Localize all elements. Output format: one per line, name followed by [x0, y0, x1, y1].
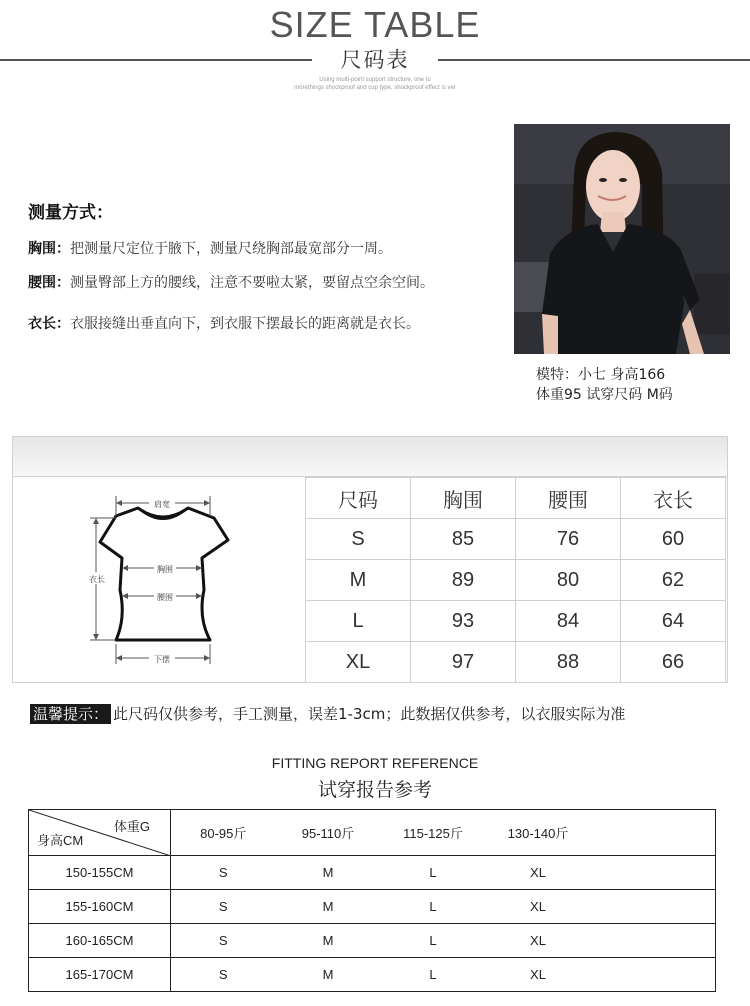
- fitting-corner-cell: [29, 810, 171, 856]
- measure-item-waist: [28, 272, 434, 292]
- tip-badge: 温馨提示：: [30, 704, 111, 724]
- fit-size-cell: M: [276, 890, 381, 924]
- fitting-spacer-cell: [591, 890, 716, 924]
- measure-term: 腰围：: [28, 275, 70, 291]
- fit-size-cell: L: [381, 924, 486, 958]
- fit-size-cell: S: [171, 924, 276, 958]
- garment-diagram: [78, 478, 248, 678]
- fit-size-cell: S: [171, 856, 276, 890]
- waist-cell: 88: [516, 642, 621, 683]
- model-caption-line2: 体重95 试穿尺码 M码: [536, 387, 673, 403]
- size-table: [305, 477, 726, 683]
- header-note: [0, 76, 750, 92]
- table-row: [306, 519, 726, 560]
- table-row: [29, 958, 716, 992]
- fit-size-cell: XL: [486, 890, 591, 924]
- table-row: [306, 560, 726, 601]
- table-row: [29, 924, 716, 958]
- table-row: [29, 890, 716, 924]
- height-axis-label: 身高CM: [37, 833, 84, 848]
- page-title: SIZE TABLE: [269, 4, 481, 45]
- fit-size-cell: XL: [486, 958, 591, 992]
- fitting-spacer-cell: [591, 856, 716, 890]
- length-cell: 62: [621, 560, 726, 601]
- length-cell: 64: [621, 601, 726, 642]
- waist-cell: 80: [516, 560, 621, 601]
- fit-size-cell: S: [171, 958, 276, 992]
- size-table-header-row: [306, 478, 726, 519]
- fit-size-cell: S: [171, 890, 276, 924]
- model-photo: [514, 124, 730, 354]
- fit-size-cell: L: [381, 958, 486, 992]
- label-hem: 下摆: [154, 655, 170, 664]
- measure-item-chest: [28, 238, 392, 258]
- height-cell: 150-155CM: [29, 856, 171, 890]
- fitting-spacer-cell: [591, 958, 716, 992]
- weight-column-header: 95-110斤: [276, 810, 381, 856]
- label-shoulder: 肩宽: [154, 500, 170, 509]
- length-cell: 66: [621, 642, 726, 683]
- size-cell: XL: [306, 642, 411, 683]
- size-header-cell: 尺码: [306, 478, 411, 519]
- table-row: [306, 642, 726, 683]
- measure-item-length: [28, 313, 420, 333]
- label-waist: 腰围: [157, 593, 173, 602]
- size-tip: [30, 703, 625, 724]
- measure-text: 测量臀部上方的腰线，注意不要啦太紧，要留点空余空间。: [70, 275, 434, 291]
- size-cell: S: [306, 519, 411, 560]
- height-cell: 155-160CM: [29, 890, 171, 924]
- chest-cell: 93: [411, 601, 516, 642]
- fitting-table: [28, 809, 716, 992]
- fit-size-cell: M: [276, 856, 381, 890]
- size-header-cell: 胸围: [411, 478, 516, 519]
- size-cell: M: [306, 560, 411, 601]
- chest-cell: 97: [411, 642, 516, 683]
- fitting-title-cn: 试穿报告参考: [317, 779, 432, 801]
- waist-cell: 76: [516, 519, 621, 560]
- fit-size-cell: M: [276, 924, 381, 958]
- fit-size-cell: L: [381, 890, 486, 924]
- chest-cell: 89: [411, 560, 516, 601]
- chest-cell: 85: [411, 519, 516, 560]
- size-table-header-bar: [13, 437, 727, 477]
- measure-text: 把测量尺定位于腋下，测量尺绕胸部最宽部分一周。: [70, 241, 392, 257]
- fit-size-cell: M: [276, 958, 381, 992]
- fitting-spacer-cell: [591, 924, 716, 958]
- size-header-cell: 腰围: [516, 478, 621, 519]
- label-chest: 胸围: [157, 565, 173, 574]
- measure-term: 胸围：: [28, 241, 70, 257]
- weight-column-header: 80-95斤: [171, 810, 276, 856]
- fit-size-cell: XL: [486, 856, 591, 890]
- fitting-title-en: FITTING REPORT REFERENCE: [271, 755, 479, 771]
- tip-text: 此尺码仅供参考，手工测量，误差1-3cm；此数据仅供参考，以衣服实际为准: [113, 705, 626, 723]
- measure-term: 衣长：: [28, 316, 70, 332]
- size-cell: L: [306, 601, 411, 642]
- size-header-cell: 衣长: [621, 478, 726, 519]
- height-cell: 160-165CM: [29, 924, 171, 958]
- table-row: [306, 601, 726, 642]
- model-figure: [514, 124, 730, 354]
- fitting-header-row: [29, 810, 716, 856]
- length-cell: 60: [621, 519, 726, 560]
- table-row: [29, 856, 716, 890]
- height-cell: 165-170CM: [29, 958, 171, 992]
- label-length: 衣长: [89, 575, 105, 584]
- fit-size-cell: XL: [486, 924, 591, 958]
- measure-title: 测量方式：: [28, 203, 113, 223]
- weight-axis-label: 体重G: [113, 819, 150, 834]
- header-note-line2: morethings shockproof and cup type, shockproof effect is ver: [294, 85, 456, 91]
- model-caption-line1: 模特：小七 身高166: [536, 367, 666, 383]
- weight-column-header: 130-140斤: [486, 810, 591, 856]
- weight-column-header: 115-125斤: [381, 810, 486, 856]
- header-note-line1: Using multi-point support structure, one to: [319, 77, 431, 83]
- fitting-spacer-cell: [591, 810, 716, 856]
- page-subtitle: 尺码表: [340, 48, 410, 72]
- waist-cell: 84: [516, 601, 621, 642]
- measure-text: 衣服接缝出垂直向下，到衣服下摆最长的距离就是衣长。: [70, 316, 420, 332]
- fit-size-cell: L: [381, 856, 486, 890]
